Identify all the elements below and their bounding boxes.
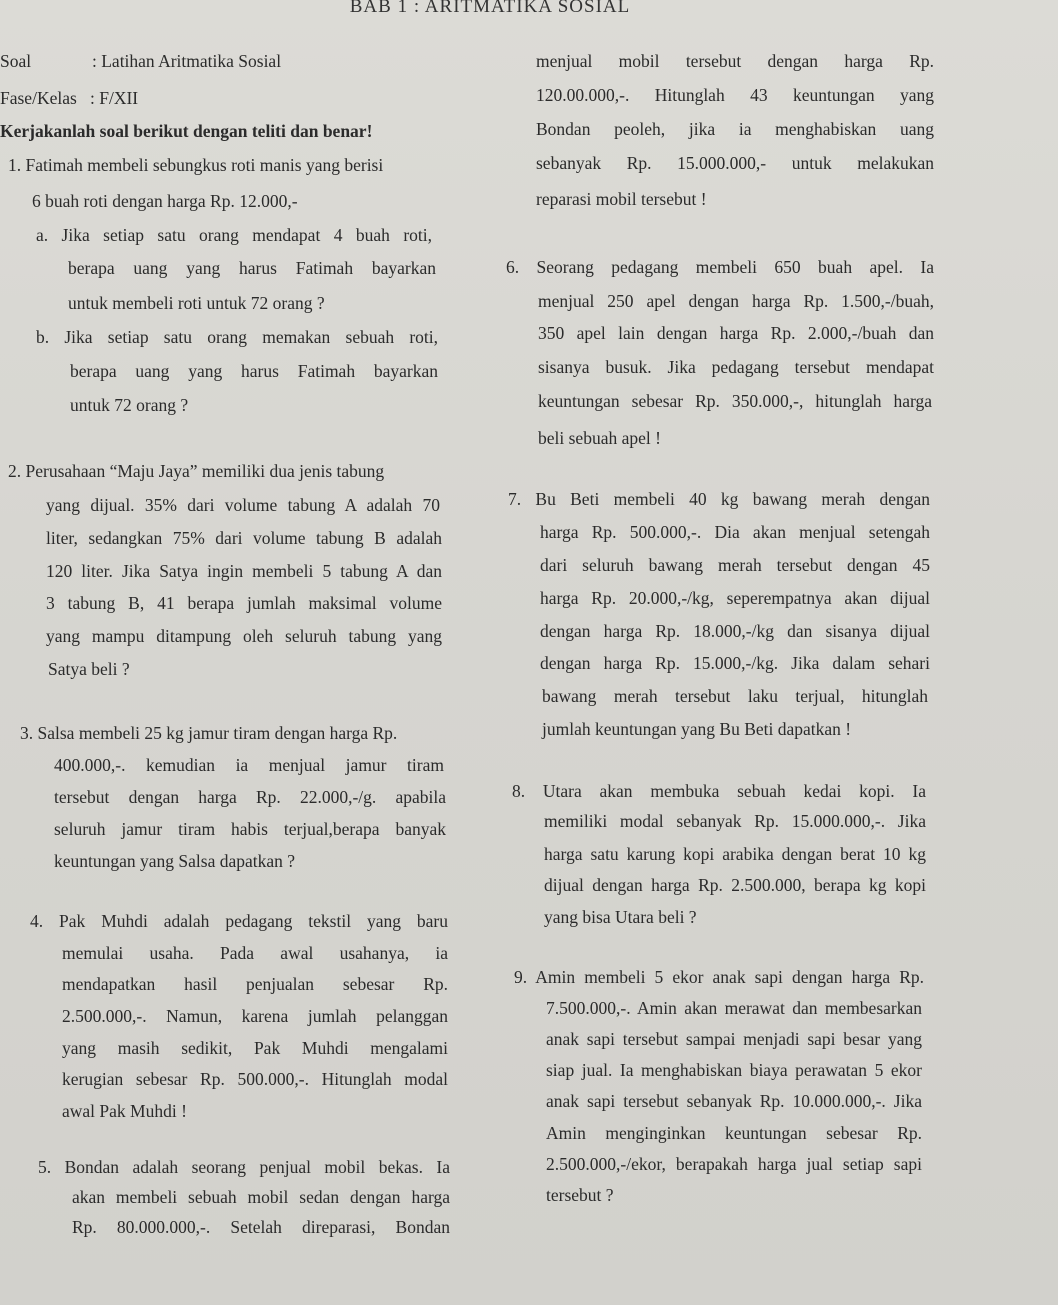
right-line-3: sebanyak Rp. 15.000.000,- untuk melakukan <box>536 153 934 173</box>
left-line-7: untuk 72 orang ? <box>70 395 189 415</box>
left-line-21: memulai usaha. Pada awal usahanya, ia <box>62 943 448 963</box>
right-line-21: harga satu karung kopi arabika dengan berat 10 kg <box>544 844 926 864</box>
right-line-6: menjual 250 apel dengan harga Rp. 1.500,-/buah, <box>538 291 934 311</box>
right-line-8: sisanya busuk. Jika pedagang tersebut mendapat <box>538 357 934 377</box>
right-line-29: Amin menginginkan keuntungan sebesar Rp. <box>546 1123 922 1143</box>
left-line-13: yang mampu ditampung oleh seluruh tabung yang <box>46 626 442 646</box>
right-line-30: 2.500.000,-/ekor, berapakah harga jual setiap sapi <box>546 1154 922 1174</box>
left-line-22: mendapatkan hasil penjualan sebesar Rp. <box>62 974 448 994</box>
left-line-8: 2. Perusahaan “Maju Jaya” memiliki dua jenis tabung <box>8 461 385 481</box>
left-line-6: berapa uang yang harus Fatimah bayarkan <box>70 361 438 381</box>
right-line-26: anak sapi tersebut sampai menjadi sapi besar yang <box>546 1029 922 1049</box>
left-line-2: a. Jika setiap satu orang mendapat 4 buah roti, <box>36 225 432 245</box>
left-line-23: 2.500.000,-. Namun, karena jumlah pelanggan <box>62 1006 448 1026</box>
right-line-23: yang bisa Utara beli ? <box>544 907 697 927</box>
right-line-0: menjual mobil tersebut dengan harga Rp. <box>536 51 934 71</box>
right-line-9: keuntungan sebesar Rp. 350.000,-, hitunglah harga <box>538 391 932 411</box>
page-title: BAB 1 : ARITMATIKA SOSIAL <box>349 0 631 17</box>
left-line-3: berapa uang yang harus Fatimah bayarkan <box>68 258 436 278</box>
right-line-2: Bondan peoleh, jika ia menghabiskan uang <box>536 119 934 139</box>
right-line-31: tersebut ? <box>546 1185 614 1205</box>
left-line-1: 6 buah roti dengan harga Rp. 12.000,- <box>32 191 298 211</box>
left-line-9: yang dijual. 35% dari volume tabung A adalah 70 <box>46 495 440 515</box>
left-line-4: untuk membeli roti untuk 72 orang ? <box>68 293 325 313</box>
right-line-13: dari seluruh bawang merah tersebut dengan 45 <box>540 555 930 575</box>
left-line-10: liter, sedangkan 75% dari volume tabung B adalah <box>46 528 442 548</box>
right-line-4: reparasi mobil tersebut ! <box>536 189 707 209</box>
right-line-7: 350 apel lain dengan harga Rp. 2.000,-/buah dan <box>538 323 934 343</box>
left-line-18: seluruh jamur tiram habis terjual,berapa banyak <box>54 819 446 839</box>
right-line-11: 7. Bu Beti membeli 40 kg bawang merah dengan <box>508 489 930 509</box>
left-line-15: 3. Salsa membeli 25 kg jamur tiram dengan harga Rp. <box>20 723 398 743</box>
left-line-12: 3 tabung B, 41 berapa jumlah maksimal volume <box>46 593 442 613</box>
soal-value: : Latihan Aritmatika Sosial <box>92 51 282 71</box>
right-line-28: anak sapi tersebut sebanyak Rp. 10.000.000,-. Jika <box>546 1091 922 1111</box>
left-line-14: Satya beli ? <box>48 659 130 679</box>
soal-label: Soal <box>0 51 32 71</box>
right-line-16: dengan harga Rp. 15.000,-/kg. Jika dalam sehari <box>540 653 930 673</box>
right-line-1: 120.00.000,-. Hitunglah 43 keuntungan yang <box>536 85 934 105</box>
fase-label: Fase/Kelas <box>0 88 77 108</box>
right-line-18: jumlah keuntungan yang Bu Beti dapatkan ! <box>542 719 852 739</box>
right-line-22: dijual dengan harga Rp. 2.500.000, berapa kg kopi <box>544 875 926 895</box>
instruction: Kerjakanlah soal berikut dengan teliti dan benar! <box>0 121 373 141</box>
right-line-12: harga Rp. 500.000,-. Dia akan menjual setengah <box>540 522 930 542</box>
right-line-5: 6. Seorang pedagang membeli 650 buah apel. Ia <box>506 257 934 277</box>
left-line-5: b. Jika setiap satu orang memakan sebuah roti, <box>36 327 438 347</box>
right-line-27: siap jual. Ia menghabiskan biaya perawatan 5 ekor <box>546 1060 922 1080</box>
left-line-17: tersebut dengan harga Rp. 22.000,-/g. apabila <box>54 787 446 807</box>
right-line-10: beli sebuah apel ! <box>538 428 661 448</box>
right-line-14: harga Rp. 20.000,-/kg, seperempatnya akan dijual <box>540 588 930 608</box>
fase-value: : F/XII <box>90 88 139 108</box>
right-line-24: 9. Amin membeli 5 ekor anak sapi dengan harga Rp. <box>514 967 924 987</box>
left-line-20: 4. Pak Muhdi adalah pedagang tekstil yang baru <box>30 911 448 931</box>
left-line-24: yang masih sedikit, Pak Muhdi mengalami <box>62 1038 448 1058</box>
left-line-29: Rp. 80.000.000,-. Setelah direparasi, Bondan <box>72 1217 450 1237</box>
left-line-11: 120 liter. Jika Satya ingin membeli 5 tabung A dan <box>46 561 442 581</box>
right-line-17: bawang merah tersebut laku terjual, hitunglah <box>542 686 928 706</box>
right-line-19: 8. Utara akan membuka sebuah kedai kopi. Ia <box>512 781 926 801</box>
left-line-25: kerugian sebesar Rp. 500.000,-. Hitunglah modal <box>62 1069 448 1089</box>
right-line-20: memiliki modal sebanyak Rp. 15.000.000,-. Jika <box>544 811 926 831</box>
left-line-16: 400.000,-. kemudian ia menjual jamur tiram <box>54 755 444 775</box>
left-line-19: keuntungan yang Salsa dapatkan ? <box>54 851 296 871</box>
right-line-25: 7.500.000,-. Amin akan merawat dan membesarkan <box>546 998 922 1018</box>
left-line-27: 5. Bondan adalah seorang penjual mobil bekas. Ia <box>38 1157 450 1177</box>
left-line-26: awal Pak Muhdi ! <box>62 1101 187 1121</box>
left-line-0: 1. Fatimah membeli sebungkus roti manis yang berisi <box>8 155 384 175</box>
left-line-28: akan membeli sebuah mobil sedan dengan harga <box>72 1187 450 1207</box>
right-line-15: dengan harga Rp. 18.000,-/kg dan sisanya dijual <box>540 621 930 641</box>
